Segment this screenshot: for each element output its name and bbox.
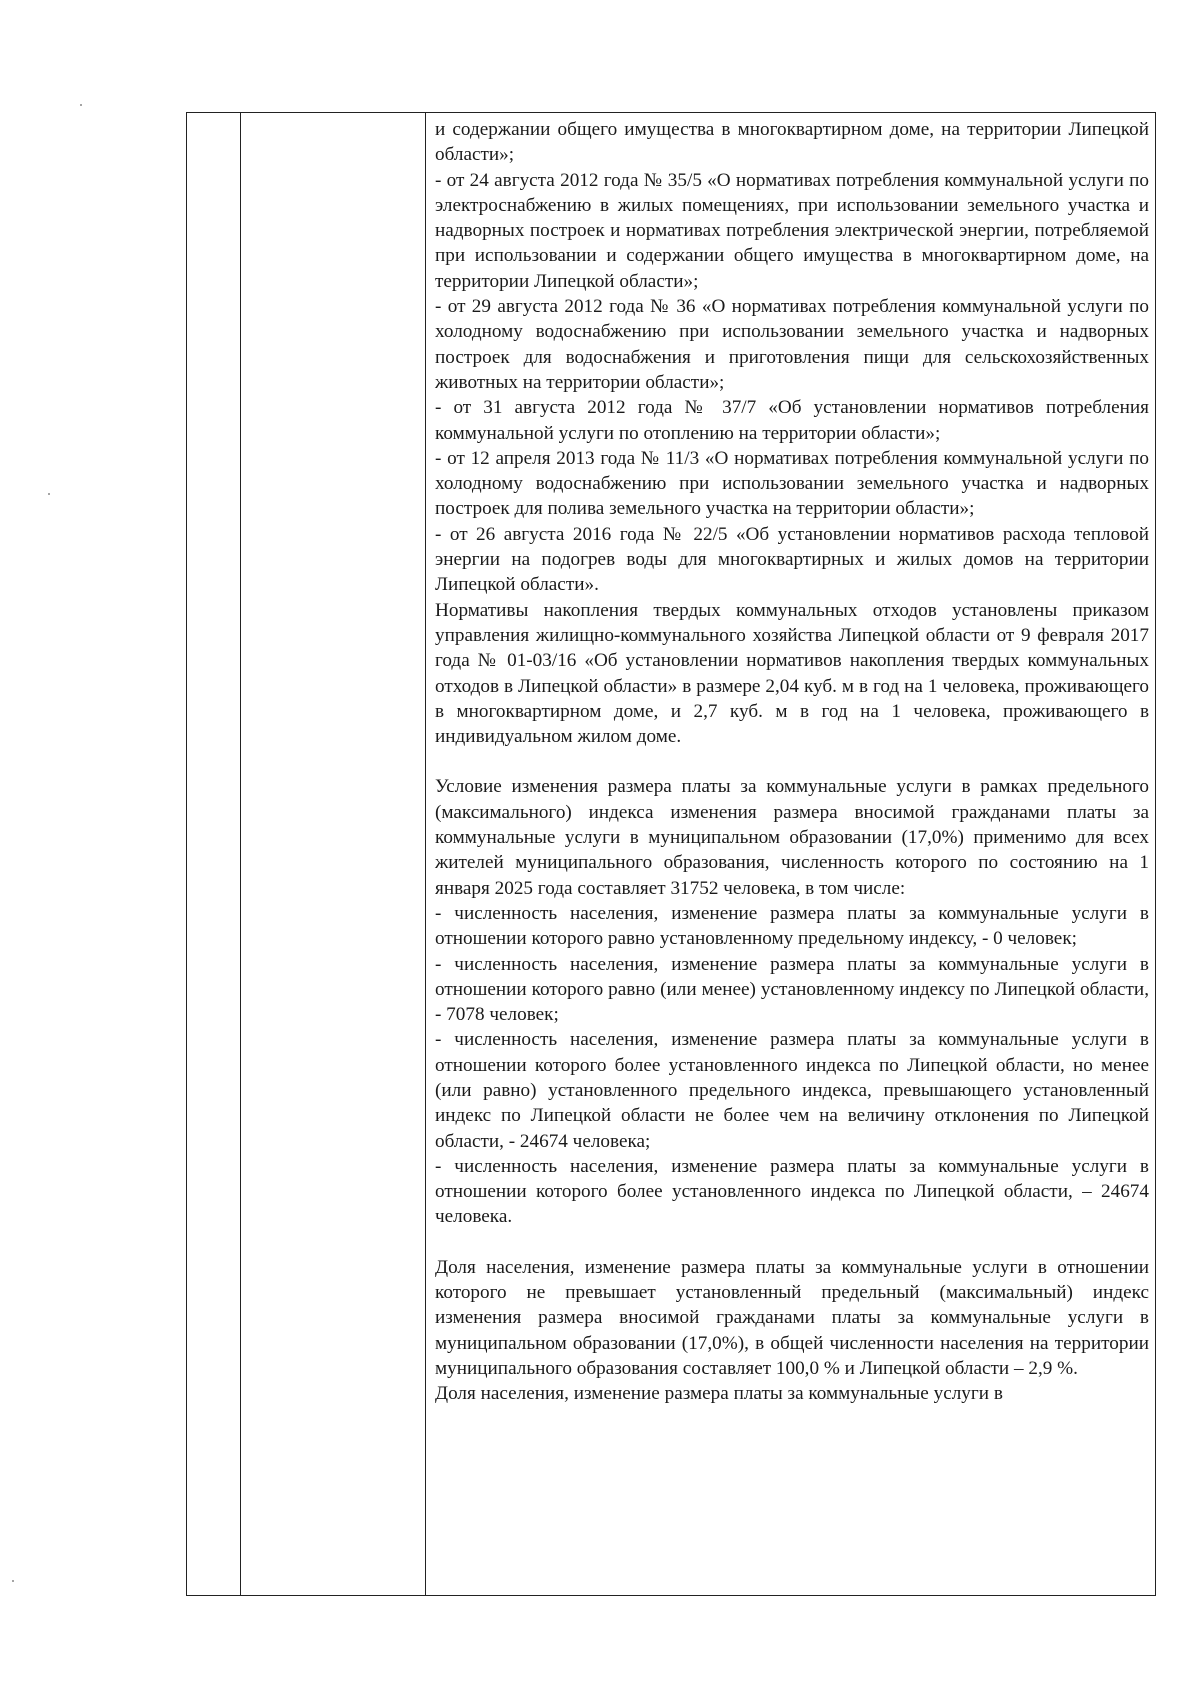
paragraph: - численность населения, изменение размера платы за коммунальные услуги в отношении которого более установленного индекса по Липецкой области, – 24674 человека. bbox=[435, 1155, 1149, 1228]
paragraph: - численность населения, изменение размера платы за коммунальные услуги в отношении которого равно установленному предельному индексу, - 0 человек; bbox=[435, 902, 1149, 950]
paragraph: Доля населения, изменение размера платы за коммунальные услуги в bbox=[435, 1383, 1003, 1405]
scan-speck bbox=[48, 493, 50, 495]
paragraph: - численность населения, изменение размера платы за коммунальные услуги в отношении которого равно (или менее) установленному индексу по Липецкой области, - 7078 человек; bbox=[435, 953, 1149, 1026]
table-column-number bbox=[187, 113, 241, 1595]
table-column-label bbox=[241, 113, 426, 1595]
document-table bbox=[186, 112, 1156, 1596]
paragraph: - от 24 августа 2012 года № 35/5 «О нормативах потребления коммунальной услуги по электроснабжению в жилых помещениях, при использовании земельного участка и надворных построек и нормативах потребления электрической энергии, потребляемой при использовании и содержании общего имущества в многоквартирном доме, на территории Липецкой области»; bbox=[435, 169, 1149, 292]
paragraph: - от 12 апреля 2013 года № 11/3 «О нормативах потребления коммунальной услуги по холодному водоснабжению при использовании земельного участка и надворных построек для полива земельного участка на территории области»; bbox=[435, 447, 1149, 520]
paragraph: Доля населения, изменение размера платы за коммунальные услуги в отношении которого не превышает установленный предельный (максимальный) индекс изменения размера вносимой гражданами платы за коммунальные услуги в муниципальном образовании (17,0%), в общей численности населения на территории муниципального образования составляет 100,0 % и Липецкой области – 2,9 %. bbox=[435, 1256, 1149, 1379]
paragraph: - от 26 августа 2016 года № 22/5 «Об установлении нормативов расхода тепловой энергии на подогрев воды для многоквартирных и жилых домов на территории Липецкой области». bbox=[435, 523, 1149, 596]
paragraph: Условие изменения размера платы за коммунальные услуги в рамках предельного (максимального) индекса изменения размера вносимой гражданами платы за коммунальные услуги в муниципальном образовании (17,0%) применимо для всех жителей муниципального образования, численность которого по состоянию на 1 января 2025 года составляет 31752 человека, в том числе: bbox=[435, 776, 1149, 899]
paragraph: - численность населения, изменение размера платы за коммунальные услуги в отношении которого более установленного индекса по Липецкой области, но менее (или равно) установленного предельного индекса, превышающего установленный индекс по Липецкой области не более чем на величину отклонения по Липецкой области, - 24674 человека; bbox=[435, 1029, 1149, 1152]
paragraph: и содержании общего имущества в многоквартирном доме, на территории Липецкой области»; bbox=[435, 119, 1149, 166]
paragraph: - от 29 августа 2012 года № 36 «О нормативах потребления коммунальной услуги по холодному водоснабжению при использовании земельного участка и надворных построек для водоснабжения и приготовления пищи для сельскохозяйственных животных на территории области»; bbox=[435, 296, 1149, 393]
scan-speck bbox=[12, 1580, 14, 1582]
paragraph-gap bbox=[435, 1230, 1149, 1255]
table-column-content bbox=[426, 113, 1155, 1595]
paragraph: - от 31 августа 2012 года № 37/7 «Об установлении нормативов потребления коммунальной услуги по отоплению на территории области»; bbox=[435, 397, 1149, 444]
paragraph-gap bbox=[435, 749, 1149, 774]
scan-speck bbox=[80, 104, 82, 106]
paragraph: Нормативы накопления твердых коммунальных отходов установлены приказом управления жилищно-коммунального хозяйства Липецкой области от 9 февраля 2017 года № 01-03/16 «Об установлении нормативов накопления твердых коммунальных отходов в Липецкой области» в размере 2,04 куб. м в год на 1 человека, проживающего в многоквартирном доме, и 2,7 куб. м в год на 1 человека, проживающего в индивидуальном жилом доме. bbox=[435, 599, 1149, 748]
